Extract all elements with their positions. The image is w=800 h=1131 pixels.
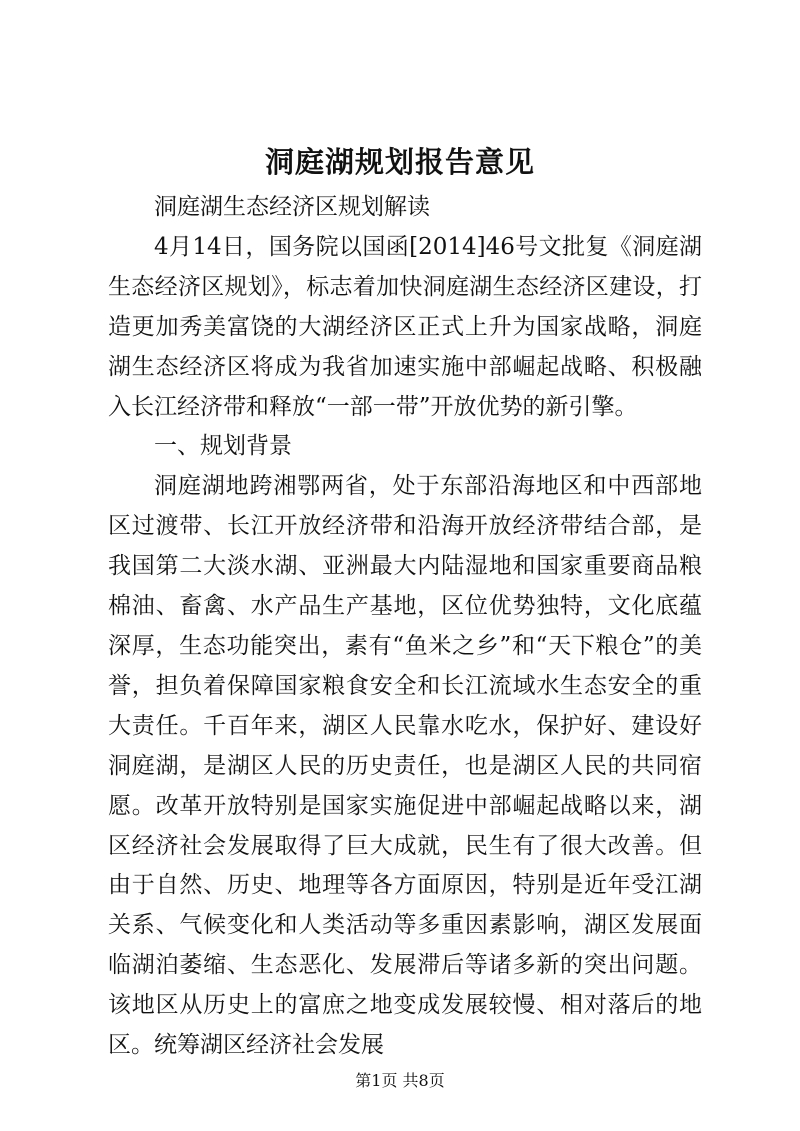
- paragraph-intro: 4月14日，国务院以国函[2014]46号文批复《洞庭湖生态经济区规划》，标志着加快洞庭湖生态经济区建设，打造更加秀美富饶的大湖经济区正式上升为国家战略，洞庭湖生态经济区将成为我省加速实施中部崛起战略、积极融入长江经济带和释放“一部一带”开放优势的新引擎。: [108, 233, 702, 420]
- paragraph-subtitle: 洞庭湖生态经济区规划解读: [154, 194, 430, 220]
- document-title: 洞庭湖规划报告意见: [264, 145, 535, 179]
- section-heading-background: 一、规划背景: [154, 433, 292, 460]
- paragraph-background: 洞庭湖地跨湘鄂两省，处于东部沿海地区和中西部地区过渡带、长江开放经济带和沿海开放经济带结合部，是我国第二大淡水湖、亚洲最大内陆湿地和国家重要商品粮棉油、畜禽、水产品生产基地，区位优势独特，文化底蕴深厚，生态功能突出，素有“鱼米之乡”和“天下粮仓”的美誉，担负着保障国家粮食安全和长江流域水生态安全的重大责任。千百年来，湖区人民靠水吃水，保护好、建设好洞庭湖，是湖区人民的历史责任，也是湖区人民的共同宿愿。改革开放特别是国家实施促进中部崛起战略以来，湖区经济社会发展取得了巨大成就，民生有了很大改善。但由于自然、历史、地理等各方面原因，特别是近年受江湖关系、气候变化和人类活动等多重因素影响，湖区发展面临湖泊萎缩、生态恶化、发展滞后等诸多新的突出问题。该地区从历史上的富庶之地变成发展较慢、相对落后的地区。统筹湖区经济社会发展: [108, 473, 702, 1059]
- page-footer: 第1页 共8页: [355, 1071, 445, 1090]
- document-body: [108, 188, 702, 1066]
